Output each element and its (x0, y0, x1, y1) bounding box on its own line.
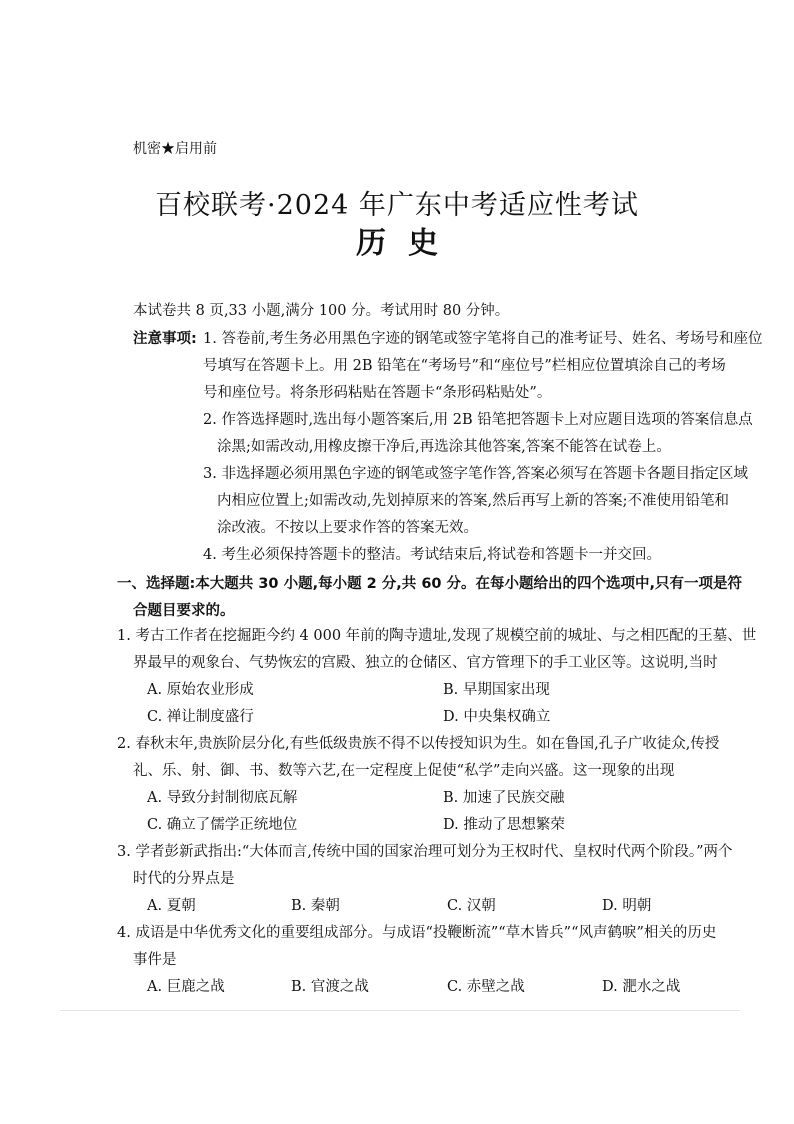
question-3-stem-line-1: 3. 学者彭新武指出:“大体而言,传统中国的国家治理可划分为王权时代、皇权时代两个阶段。”两个 (117, 844, 733, 860)
question-2-stem-line-2: 礼、乐、射、御、书、数等六艺,在一定程度上促使“私学”走向兴盛。这一现象的出现 (133, 763, 675, 779)
question-1-option-c: C. 禅让制度盛行 (147, 709, 254, 725)
section-1-heading-line-1: 一、选择题:本大题共 30 小题,每小题 2 分,共 60 分。在每小题给出的四个选项中,只有一项是符 (117, 576, 743, 592)
question-4-option-a: A. 巨鹿之战 (147, 979, 225, 995)
exam-intro: 本试卷共 8 页,33 小题,满分 100 分。考试用时 80 分钟。 (133, 303, 510, 319)
question-2-option-c: C. 确立了儒学正统地位 (147, 817, 298, 833)
question-3-option-d: D. 明朝 (602, 898, 652, 914)
note-2-line-2: 涂黑;如需改动,用橡皮擦干净后,再选涂其他答案,答案不能答在试卷上。 (217, 439, 671, 455)
question-2-option-b: B. 加速了民族交融 (443, 790, 565, 806)
question-4-option-b: B. 官渡之战 (291, 979, 369, 995)
confidential-label: 机密★启用前 (133, 141, 217, 157)
question-4-option-d: D. 淝水之战 (602, 979, 681, 995)
note-1-line-2: 号填写在答题卡上。用 2B 铅笔在“考场号”和“座位号”栏相应位置填涂自己的考场 (203, 358, 726, 374)
question-2-stem-line-1: 2. 春秋末年,贵族阶层分化,有些低级贵族不得不以传授知识为生。如在鲁国,孔子广收徒众,传授 (117, 736, 720, 752)
question-2-option-d: D. 推动了思想繁荣 (443, 817, 565, 833)
note-3-line-2: 内相应位置上;如需改动,先划掉原来的答案,然后再写上新的答案;不准使用铅笔和 (217, 493, 729, 509)
question-4-stem-line-1: 4. 成语是中华优秀文化的重要组成部分。与成语“投鞭断流”“草木皆兵”“风声鹤唳”相关的历史 (117, 925, 717, 941)
question-1-option-d: D. 中央集权确立 (443, 709, 551, 725)
note-4-line-1: 4. 考生必须保持答题卡的整洁。考试结束后,将试卷和答题卡一并交回。 (203, 547, 662, 563)
note-3-line-3: 涂改液。不按以上要求作答的答案无效。 (217, 520, 478, 536)
note-3-line-1: 3. 非选择题必须用黑色字迹的钢笔或签字笔作答,答案必须写在答题卡各题目指定区域 (203, 466, 749, 482)
note-1-line-1: 1. 答卷前,考生务必用黑色字迹的钢笔或签字笔将自己的准考证号、姓名、考场号和座位 (203, 331, 763, 347)
question-3-option-a: A. 夏朝 (147, 898, 196, 914)
question-4-stem-line-2: 事件是 (133, 952, 177, 968)
note-2-line-1: 2. 作答选择题时,选出每小题答案后,用 2B 铅笔把答题卡上对应题目选项的答案信息点 (203, 412, 753, 428)
question-1-stem-line-2: 界最早的观象台、气势恢宏的宫殿、独立的仓储区、官方管理下的手工业区等。这说明,当时 (133, 655, 718, 671)
question-3-option-b: B. 秦朝 (291, 898, 340, 914)
question-3-option-c: C. 汉朝 (447, 898, 496, 914)
question-1-option-b: B. 早期国家出现 (443, 682, 550, 698)
question-4-option-c: C. 赤壁之战 (447, 979, 525, 995)
subject-title: 历史 (356, 226, 460, 261)
question-2-option-a: A. 导致分封制彻底瓦解 (147, 790, 298, 806)
question-3-stem-line-2: 时代的分界点是 (133, 871, 235, 887)
notes-label: 注意事项: (133, 331, 197, 347)
note-1-line-3: 号和座位号。将条形码粘贴在答题卡“条形码粘贴处”。 (203, 385, 552, 401)
page-bottom-divider (60, 1010, 740, 1011)
question-1-option-a: A. 原始农业形成 (147, 682, 254, 698)
exam-title: 百校联考·2024 年广东中考适应性考试 (155, 190, 639, 221)
question-1-stem-line-1: 1. 考古工作者在挖掘距今约 4 000 年前的陶寺遗址,发现了规模空前的城址、与之相匹配的王墓、世 (117, 628, 757, 644)
section-1-heading-line-2: 合题目要求的。 (133, 603, 235, 619)
